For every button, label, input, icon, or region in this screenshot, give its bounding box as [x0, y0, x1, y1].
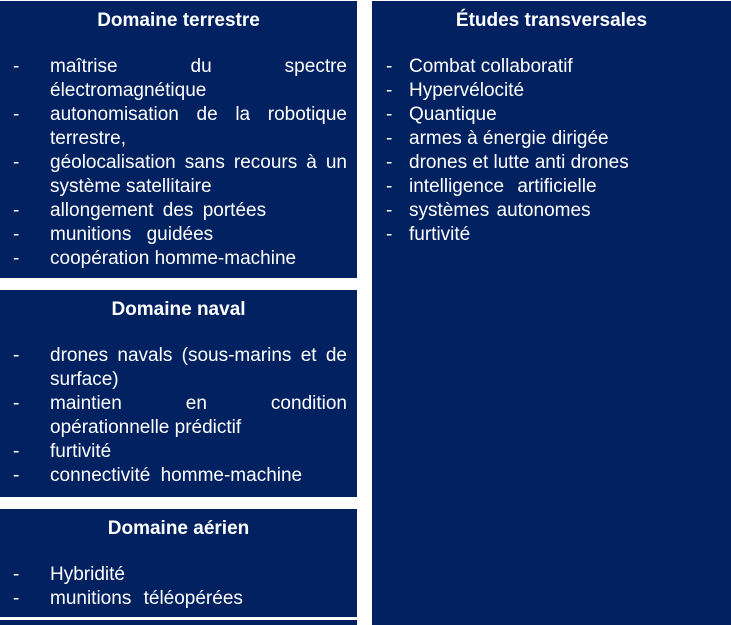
dash-bullet: - — [13, 441, 20, 462]
list-item-text: Hybridité — [50, 564, 125, 585]
list-item — [372, 103, 731, 127]
list-item — [0, 392, 357, 440]
list-item-text: maintien en condition opérationnelle prédictif — [50, 393, 347, 438]
list-item-text: allongement des portées — [50, 200, 267, 221]
list-item-text: Combat collaboratif — [409, 56, 573, 77]
list-item — [0, 464, 357, 488]
list-item-text: drones et lutte anti drones — [409, 152, 629, 173]
list-item — [0, 199, 357, 223]
list-terrestre — [0, 55, 357, 271]
box-title-etudes: Études transversales — [455, 10, 648, 31]
box-etudes-transversales — [372, 1, 731, 625]
dash-bullet: - — [386, 152, 393, 173]
list-item — [0, 223, 357, 247]
list-aerien — [0, 563, 357, 611]
list-item — [372, 199, 731, 223]
list-item-text: drones navals (sous-marins et de surface) — [50, 345, 347, 390]
list-item — [0, 55, 357, 103]
dash-bullet: - — [13, 104, 20, 125]
dash-bullet: - — [386, 128, 393, 149]
list-item — [372, 223, 731, 247]
dash-bullet: - — [13, 588, 20, 609]
list-etudes — [372, 55, 731, 247]
list-item — [0, 344, 357, 392]
dash-bullet: - — [13, 152, 20, 173]
dash-bullet: - — [386, 104, 393, 125]
dash-bullet: - — [13, 248, 20, 269]
partial-box-cutoff — [0, 620, 357, 625]
list-item — [0, 247, 357, 271]
box-domaine-terrestre — [0, 1, 357, 278]
list-item-text: furtivité — [409, 224, 471, 245]
list-item — [0, 563, 357, 587]
box-title-aerien: Domaine aérien — [107, 518, 250, 539]
list-item — [0, 587, 357, 611]
list-naval — [0, 344, 357, 488]
box-domaine-naval — [0, 290, 357, 497]
box-domaine-aerien — [0, 509, 357, 617]
box-title-naval: Domaine naval — [111, 299, 246, 320]
list-item — [372, 79, 731, 103]
list-item-text: Hypervélocité — [409, 80, 525, 101]
dash-bullet: - — [13, 200, 20, 221]
list-item-text: furtivité — [50, 441, 112, 462]
list-item — [0, 440, 357, 464]
dash-bullet: - — [386, 176, 393, 197]
list-item-text: Quantique — [409, 104, 497, 125]
list-item-text: autonomisation de la robotique terrestre, — [50, 104, 347, 149]
list-item-text: connectivité homme-machine — [50, 465, 303, 486]
list-item — [0, 103, 357, 151]
list-item-text: géolocalisation sans recours à un système satellitaire — [50, 152, 347, 197]
list-item-text: intelligence artificielle — [409, 176, 597, 197]
list-item — [372, 175, 731, 199]
dash-bullet: - — [13, 224, 20, 245]
list-item — [372, 151, 731, 175]
list-item-text: maîtrise du spectre électromagnétique — [50, 56, 347, 101]
dash-bullet: - — [13, 56, 20, 77]
dash-bullet: - — [13, 564, 20, 585]
dash-bullet: - — [13, 465, 20, 486]
box-title-terrestre: Domaine terrestre — [97, 10, 260, 31]
list-item-text: munitions guidées — [50, 224, 214, 245]
list-item-text: armes à énergie dirigée — [409, 128, 609, 149]
list-item-text: coopération homme-machine — [50, 248, 297, 269]
list-item-text: systèmes autonomes — [409, 200, 591, 221]
dash-bullet: - — [386, 224, 393, 245]
list-item — [372, 55, 731, 79]
dash-bullet: - — [386, 80, 393, 101]
dash-bullet: - — [386, 200, 393, 221]
dash-bullet: - — [13, 345, 20, 366]
list-item — [0, 151, 357, 199]
dash-bullet: - — [13, 393, 20, 414]
list-item — [372, 127, 731, 151]
dash-bullet: - — [386, 56, 393, 77]
list-item-text: munitions téléopérées — [50, 588, 243, 609]
